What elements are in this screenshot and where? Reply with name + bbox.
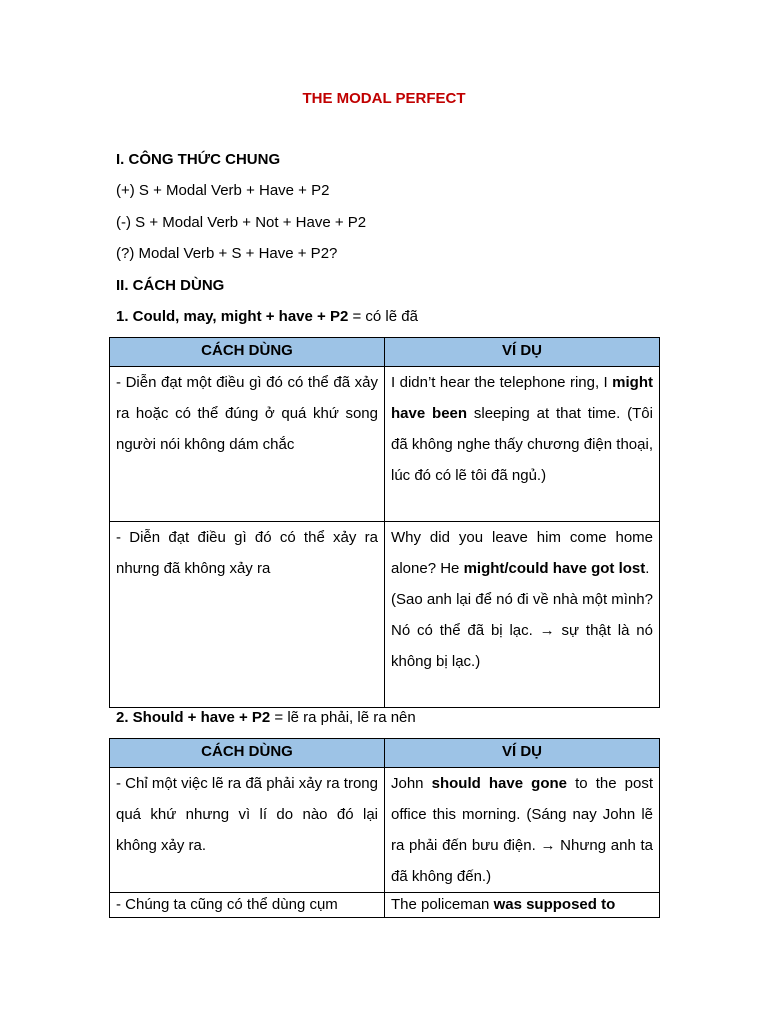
usage-cell: - Diễn đạt điều gì đó có thể xảy ra nhưng đã không xảy ra [110, 522, 385, 708]
usage-cell: - Chúng ta cũng có thể dùng cụm [110, 893, 385, 918]
example-cell: The policeman was supposed to [385, 893, 660, 918]
document-title: THE MODAL PERFECT [302, 90, 466, 107]
subsection-2-meaning: = lẽ ra phải, lẽ ra nên [270, 709, 416, 726]
section-2-heading: II. CÁCH DÙNG [116, 277, 225, 294]
table-row [110, 522, 660, 708]
table-header-row [110, 338, 660, 367]
table-row [110, 893, 660, 918]
header-example: VÍ DỤ [385, 338, 660, 367]
usage-table-2 [109, 738, 660, 918]
subsection-1-meaning: = có lẽ đã [348, 308, 418, 325]
subsection-1-heading [116, 307, 418, 327]
usage-cell: - Chỉ một việc lẽ ra đã phải xảy ra trong quá khứ nhưng vì lí do nào đó lại không xảy ra. [110, 768, 385, 893]
formula-positive: (+) S + Modal Verb + Have + P2 [116, 182, 330, 199]
example-cell: I didn’t hear the telephone ring, I might have been sleeping at that time. (Tôi đã không nghe thấy chương điện thoại, lúc đó có lẽ tôi đã ngủ.) [385, 367, 660, 522]
table-row [110, 367, 660, 522]
example-translation: (Sao anh lại để nó đi về nhà một mình? Nó có thể đã bị lạc. → sự thật là nó không bị lạc.) [391, 591, 653, 670]
usage-table-1 [109, 337, 660, 708]
table-header-row [110, 739, 660, 768]
subsection-2-heading [116, 708, 416, 728]
example-modal-phrase: might/could have got lost [463, 560, 646, 577]
subsection-2-formula: 2. Should + have + P2 [116, 709, 271, 726]
header-usage: CÁCH DÙNG [110, 739, 385, 768]
formula-negative: (-) S + Modal Verb + Not + Have + P2 [116, 214, 367, 231]
table-row [110, 768, 660, 893]
example-cell: Why did you leave him come home alone? He might/could have got lost. (Sao anh lại để nó đi về nhà một mình? Nó có thể đã bị lạc. → sự thật là nó không bị lạc.) [385, 522, 660, 708]
header-example: VÍ DỤ [385, 739, 660, 768]
example-modal-phrase: was supposed to [493, 896, 616, 913]
header-usage: CÁCH DÙNG [110, 338, 385, 367]
example-modal-phrase: should have gone [431, 775, 567, 792]
section-1-heading: I. CÔNG THỨC CHUNG [116, 151, 281, 168]
formula-question: (?) Modal Verb + S + Have + P2? [116, 245, 338, 262]
example-cell: John should have gone to the post office this morning. (Sáng nay John lẽ ra phải đến bưu điện. → Nhưng anh ta đã không đến.) [385, 768, 660, 893]
usage-cell: - Diễn đạt một điều gì đó có thể đã xảy ra hoặc có thể đúng ở quá khứ song người nói không dám chắc [110, 367, 385, 522]
subsection-1-formula: 1. Could, may, might + have + P2 [116, 308, 349, 325]
example-modal-phrase: might have been [391, 374, 653, 422]
